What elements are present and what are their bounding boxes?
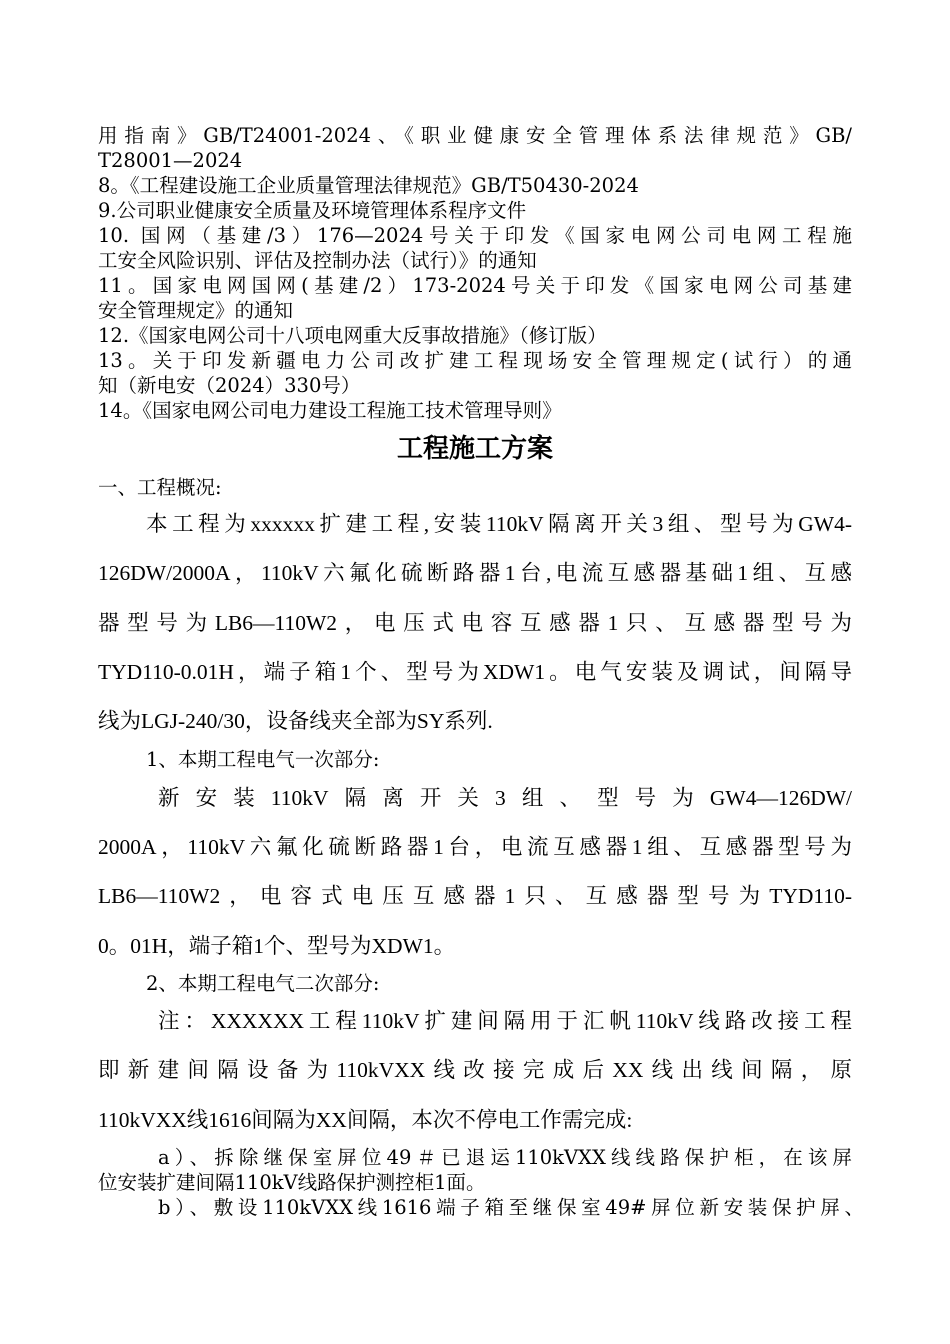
paragraph-line: TYD110-0.01H，端子箱1个、型号为XDW1。电气安装及调试，间隔导: [98, 660, 852, 684]
reference-line: 12.《国家电网公司十八项电网重大反事故措施》（修订版）: [98, 324, 607, 347]
reference-line: 13。关于印发新疆电力公司改扩建工程现场安全管理规定(试行）的通: [98, 349, 852, 372]
paragraph-line: LB6—110W2，电容式电压互感器1只、互感器型号为TYD110-: [98, 884, 852, 908]
reference-line: 用指南》GB/T24001-2024、《职业健康安全管理体系法律规范》GB/: [98, 124, 852, 147]
paragraph-line: 110kVXX线1616间隔为XX间隔，本次不停电工作需完成:: [98, 1108, 633, 1132]
paragraph-line: 0。01H，端子箱1个、型号为XDW1。: [98, 934, 456, 958]
page-title: 工程施工方案: [396, 434, 553, 464]
reference-line: 工安全风险识别、评估及控制办法（试行）》的通知: [98, 249, 537, 272]
reference-line: 11。国家电网国网(基建/2）173-2024号关于印发《国家电网公司基建: [98, 274, 852, 297]
paragraph-line: 注：XXXXXX工程110kV扩建间隔用于汇帆110kV线路改接工程: [158, 1009, 852, 1033]
paragraph-line: 新安装110kV隔离开关3组、型号为GW4—126DW/: [158, 786, 852, 810]
reference-line: 10. 国网（基建/3）176—2024号关于印发《国家电网公司电网工程施: [98, 224, 852, 247]
reference-line: T28001—2024: [98, 149, 243, 172]
reference-line: 14。《国家电网公司电力建设工程施工技术管理导则》: [98, 399, 562, 422]
reference-line: 9.公司职业健康安全质量及环境管理体系程序文件: [98, 199, 527, 222]
paragraph-line: 即新建间隔设备为110kVXX线改接完成后XX线出线间隔，原: [98, 1058, 852, 1082]
paragraph-line: 器型号为LB6—110W2，电压式电容互感器1只、互感器型号为: [98, 611, 852, 635]
paragraph-line: 2000A，110kV六氟化硫断路器1台，电流互感器1组、互感器型号为: [98, 835, 852, 859]
reference-line: 知（新电安（2024）330号）: [98, 374, 361, 397]
subsection-heading: 2、本期工程电气二次部分:: [146, 972, 380, 995]
paragraph-line: 线为LGJ-240/30，设备线夹全部为SY系列.: [98, 709, 493, 733]
section-heading: 一、工程概况:: [98, 476, 222, 499]
reference-line: 安全管理规定》的通知: [98, 299, 294, 322]
paragraph-line: 本工程为xxxxxx扩建工程,安装110kV隔离开关3组、型号为GW4-: [146, 512, 852, 536]
list-item: a）、拆除继保室屏位49＃已退运110kVXX线线路保护柜，在该屏: [158, 1146, 852, 1169]
list-item: 位安装扩建间隔110kV线路保护测控柜1面。: [98, 1171, 486, 1194]
paragraph-line: 126DW/2000A，110kV六氟化硫断路器1台,电流互感器基础1组、互感: [98, 561, 852, 585]
list-item: b）、敷设110kVXX线1616端子箱至继保室49#屏位新安装保护屏、: [158, 1196, 864, 1219]
reference-line: 8。《工程建设施工企业质量管理法律规范》GB/T50430-2024: [98, 174, 639, 197]
subsection-heading: 1、本期工程电气一次部分:: [146, 748, 380, 771]
